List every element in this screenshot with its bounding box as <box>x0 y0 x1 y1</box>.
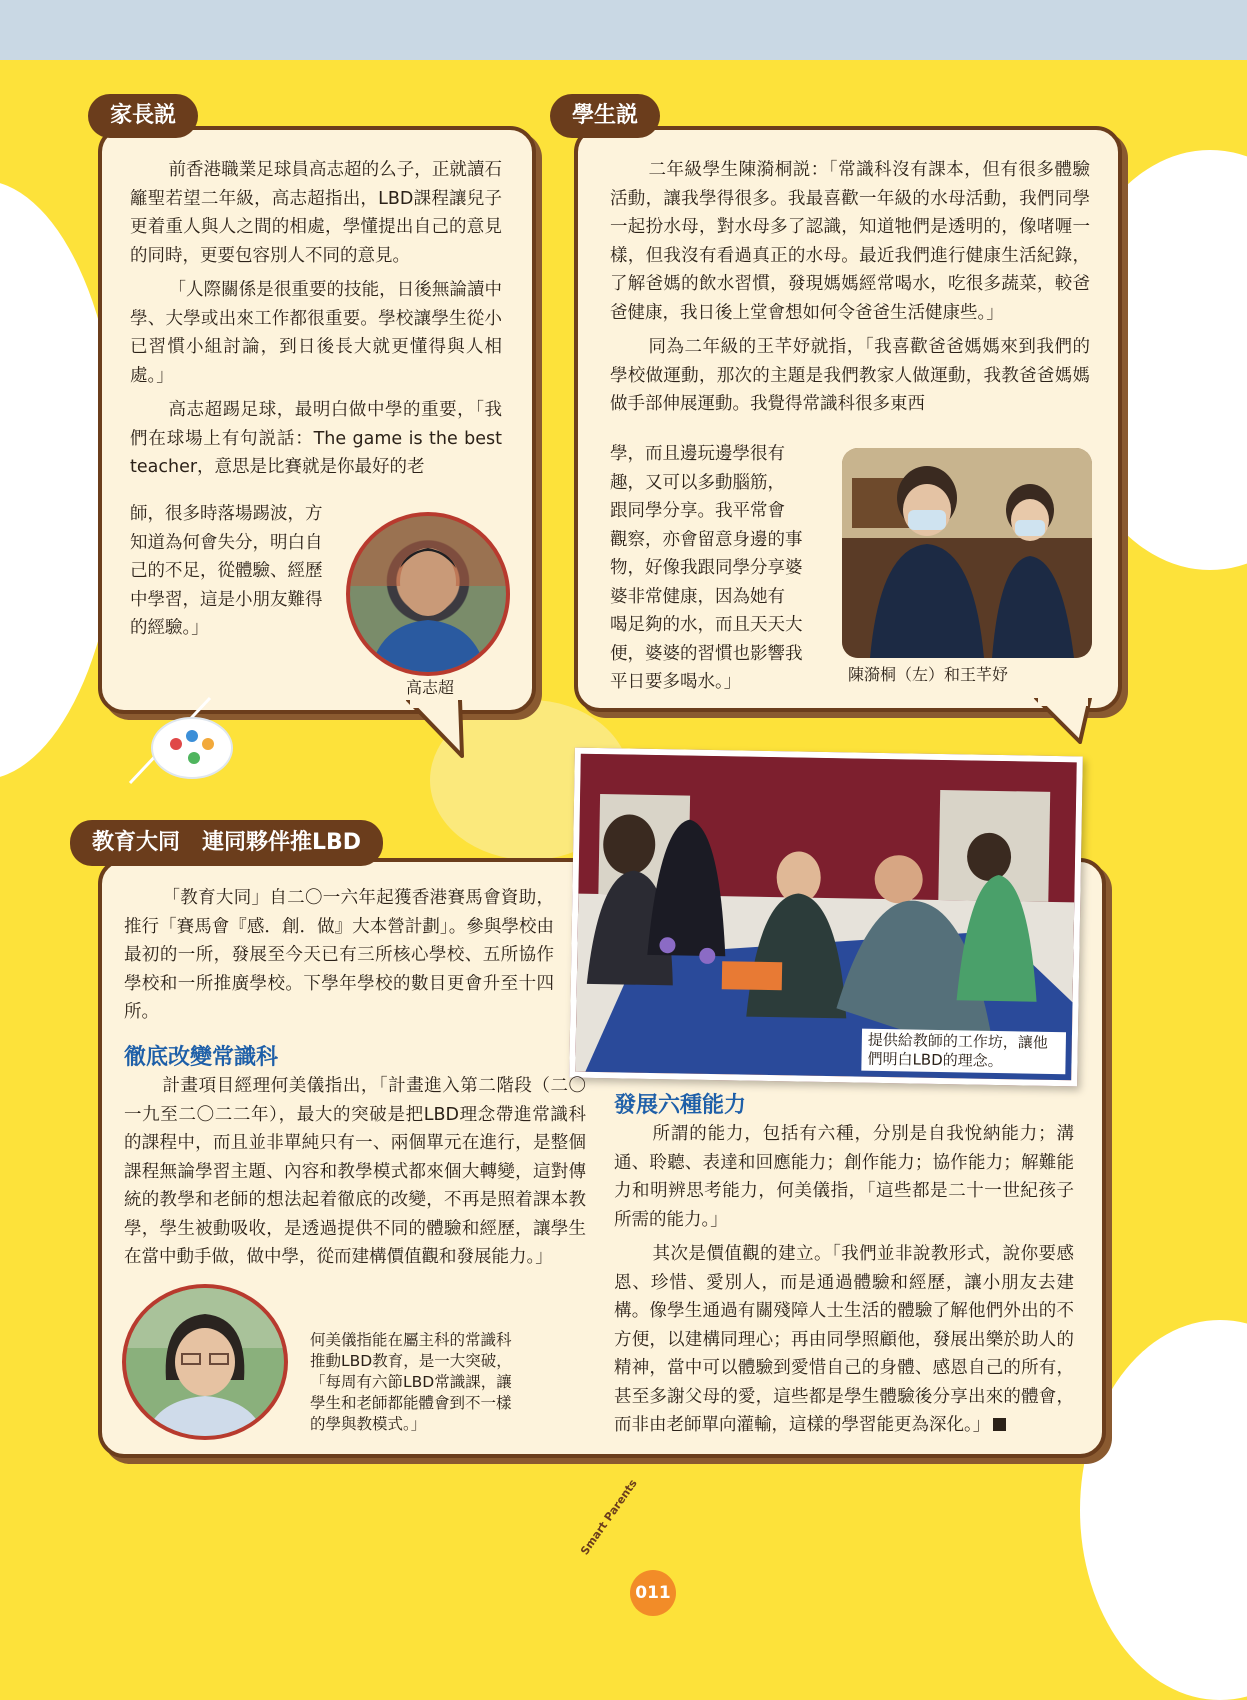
student-wrap-line: 婆非常健康，因為她有 <box>610 586 785 607</box>
edu-paragraph-1: 計畫項目經理何美儀指出，「計畫進入第二階段（二〇一九至二〇二二年），最大的突破是把LBD理念帶進常識科的課程中，而且並非單純只有一、兩個單元在進行，是整個課程無論學習主題、內容和教學模式都來個大轉變，這對傳統的教學和老師的想法起着徹底的改變，不再是照着課本教學，學生被動吸收，是透過提供不同的體驗和經歷，讓學生在當中動手做，做中學，從而建構價值觀和發展能力。」 <box>124 1076 586 1267</box>
page-number: 011 <box>630 1570 676 1616</box>
workshop-caption: 提供給教師的工作坊，讓他們明白LBD的理念。 <box>861 1029 1066 1075</box>
top-band <box>0 0 1247 60</box>
student-wrap-line: 物，好像我跟同學分享婆 <box>610 558 803 578</box>
edu-paragraph-2: 所謂的能力，包括有六種，分別是自我悅納能力；溝通、聆聽、表達和回應能力；創作能力；協作能力；解難能力和明辨思考能力，何美儀指，「這些都是二十一世紀孩子所需的能力。」 <box>614 1124 1074 1230</box>
portrait-figure <box>126 1288 284 1436</box>
student-speech-tail <box>1030 698 1100 748</box>
parent-paragraph-1: 前香港職業足球員高志超的么子，正就讀石籬聖若望二年級，高志超指出，LBD課程讓兒子更着重人與人之間的相處，學懂提出自己的意見的同時，更要包容別人不同的意見。 <box>130 160 502 266</box>
student-wrap-line: 便，婆婆的習慣也影響我 <box>610 643 803 664</box>
parent-speech-tail <box>400 700 470 760</box>
subhead-change-gs: 徹底改變常識科 <box>124 1045 279 1070</box>
parent-wrap-text <box>130 500 345 643</box>
parent-wrap-line: 師，很多時落場踢波，方 <box>130 504 323 524</box>
parent-paragraph-2: 「人際關係是很重要的技能，日後無論讀中學、大學或出來工作都很重要。學校讓學生從小已習慣小組討論，到日後長大就更懂得與人相處。」 <box>130 280 502 386</box>
subhead-six-abilities: 發展六種能力 <box>614 1093 747 1118</box>
student-tag: 學生説 <box>550 94 660 138</box>
parent-tag: 家長説 <box>88 94 198 138</box>
parent-text <box>130 156 502 482</box>
koo-chi-chiu-photo <box>346 512 510 676</box>
edu-tag: 教育大同 連同夥伴推LBD <box>70 820 383 866</box>
student-wrap-line: 喝足夠的水，而且天天大 <box>610 615 803 635</box>
ho-photo-caption: 何美儀指能在屬主科的常識科推動LBD教育，是一大突破，「每周有六節LBD常識課，讓學生和老師都能體會到不一樣的學與教模式。」 <box>310 1331 512 1433</box>
portrait-figure <box>350 516 506 672</box>
student-wrap-line: 學，而且邊玩邊學很有 <box>610 444 785 464</box>
student-paragraph-2: 同為二年級的王芊妤就指，「我喜歡爸爸媽媽來到我們的學校做運動，那次的主題是我們教家人做運動，我教爸爸媽媽做手部伸展運動。我覺得常識科很多東西 <box>610 337 1090 414</box>
end-mark-icon <box>993 1418 1006 1431</box>
parent-paragraph-3: 高志超踢足球，最明白做中學的重要，「我們在球場上有句説話：The game is the best teacher，意思是比賽就是你最好的老 <box>130 400 502 477</box>
edu-paragraph-3 <box>614 1240 1074 1440</box>
edu-paragraph-3-text: 其次是價值觀的建立。「我們並非說教形式，說你要感恩、珍惜、愛別人，而是通過體驗和經歷，讓小朋友去建構。像學生通過有關殘障人士生活的體驗了解他們外出的不方便，以建構同理心；再由同學照顧他，發展出樂於助人的精神，當中可以體驗到愛惜自己的身體、感恩自己的所有，甚至多謝父母的愛，這些都是學生體驗後分享出來的體會，而非由老師單向灌輸，這樣的學習能更為深化。」 <box>614 1244 1074 1435</box>
edu-left-text <box>124 1072 586 1278</box>
students-photo-scene <box>842 448 1092 658</box>
paint-palette-icon <box>110 688 240 798</box>
edu-right-text <box>614 1120 1074 1446</box>
student-paragraph-1: 二年級學生陳漪桐説：「常識科沒有課本，但有很多體驗活動，讓我學得很多。我最喜歡一年級的水母活動，我們同學一起扮水母，對水母多了認識，知道牠們是透明的，像啫喱一樣，但我沒有看過真正的水母。最近我們進行健康生活紀錄，了解爸媽的飲水習慣，發現媽媽經常喝水，吃很多蔬菜，較爸爸健康，我日後上堂會想如何令爸爸生活健康些。」 <box>610 160 1090 323</box>
students-photo <box>842 448 1092 658</box>
student-wrap-line: 跟同學分享。我平常會 <box>610 501 785 521</box>
students-photo-caption: 陳漪桐（左）和王芊妤 <box>848 665 1009 684</box>
student-wrap-line: 平日要多喝水。」 <box>610 672 742 692</box>
edu-intro-paragraph: 「教育大同」自二〇一六年起獲香港賽馬會資助，推行「賽馬會『感．創．做』大本營計劃」。參與學校由最初的一所，發展至今天已有三所核心學校、五所協作學校和一所推廣學校。下學年學校的數目更會升至十四所。 <box>124 888 554 1022</box>
parent-wrap-line: 己的不足，從體驗、經歷 <box>130 561 323 581</box>
edu-intro <box>124 884 554 1033</box>
parent-wrap-line: 知道為何會失分，明白自 <box>130 532 323 553</box>
koo-photo-caption: 高志超 <box>406 678 455 697</box>
workshop-photo <box>569 748 1083 1087</box>
student-wrap-line: 觀察，亦會留意身邊的事 <box>610 529 803 550</box>
ho-mei-yee-photo <box>122 1284 288 1440</box>
parent-wrap-line: 中學習，這是小朋友難得 <box>130 589 323 610</box>
parent-wrap-line: 的經驗。」 <box>130 618 209 638</box>
student-wrap-text <box>610 440 830 697</box>
student-text <box>610 156 1090 419</box>
brand-name: Smart Parents <box>578 1477 640 1558</box>
student-wrap-line: 趣，又可以多動腦筋， <box>610 472 785 493</box>
